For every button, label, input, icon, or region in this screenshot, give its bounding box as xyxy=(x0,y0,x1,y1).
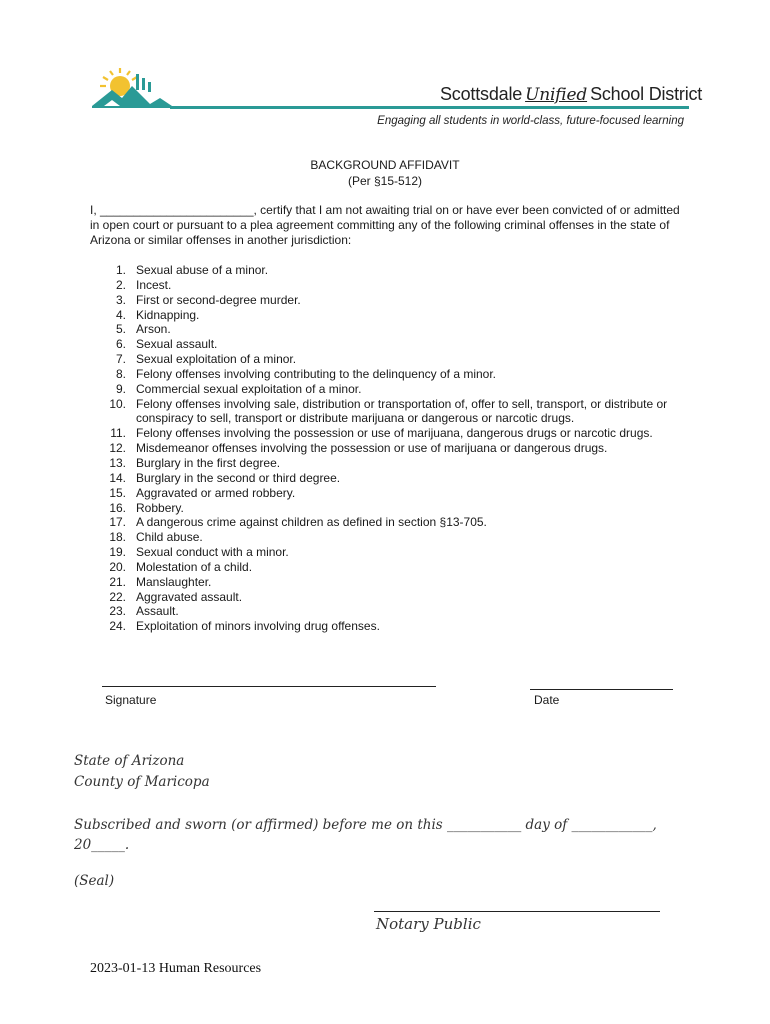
offense-text: Exploitation of minors involving drug offenses. xyxy=(136,619,380,634)
offense-item xyxy=(90,278,690,293)
offense-item xyxy=(90,352,690,367)
offense-item xyxy=(90,590,690,605)
offense-text: Burglary in the second or third degree. xyxy=(136,470,341,485)
offense-text: Molestation of a child. xyxy=(136,559,253,574)
notary-county: County of Maricopa xyxy=(74,774,210,790)
org-name-script: Unified xyxy=(525,85,588,105)
document-subtitle: (Per §15-512) xyxy=(347,174,423,188)
offense-item xyxy=(90,322,690,337)
offense-text: Sexual exploitation of a minor. xyxy=(136,352,297,367)
offense-text: Felony offenses involving contributing to the delinquency of a minor. xyxy=(136,366,496,381)
offense-number: 6. xyxy=(115,337,126,352)
offense-number: 19. xyxy=(109,545,126,560)
offense-text: Sexual conduct with a minor. xyxy=(136,545,289,560)
offense-number: 23. xyxy=(109,604,126,619)
offense-item xyxy=(90,515,690,530)
offense-text: A dangerous crime against children as defined in section §13-705. xyxy=(136,515,487,530)
date-label: Date xyxy=(534,693,560,707)
notary-sworn-line2: 20_____. xyxy=(74,837,130,853)
offense-item xyxy=(90,367,690,382)
offense-item xyxy=(90,263,690,278)
offense-text: Manslaughter. xyxy=(136,574,212,589)
offense-item xyxy=(90,530,690,545)
offense-text: Aggravated assault. xyxy=(136,589,243,604)
offense-number: 24. xyxy=(109,619,126,634)
offense-item xyxy=(90,456,690,471)
offense-number: 20. xyxy=(109,559,126,574)
offense-text: Child abuse. xyxy=(136,530,203,545)
offense-item xyxy=(90,501,690,516)
notary-sworn-line1: Subscribed and sworn (or affirmed) before me on this ___________ day of ____________, xyxy=(74,817,657,833)
offense-item xyxy=(90,337,690,352)
header-rule xyxy=(170,106,689,109)
offense-text: Burglary in the first degree. xyxy=(136,455,281,470)
document-title: BACKGROUND AFFIDAVIT xyxy=(310,158,460,172)
offense-item xyxy=(90,575,690,590)
offense-list xyxy=(90,263,690,634)
org-name xyxy=(440,84,702,105)
offense-number: 17. xyxy=(109,515,126,530)
signature-line[interactable] xyxy=(102,686,436,687)
offense-number: 11. xyxy=(110,426,126,441)
offense-item xyxy=(90,308,690,323)
offense-text: Incest. xyxy=(136,277,172,292)
offense-text: Sexual abuse of a minor. xyxy=(136,263,269,277)
signature-label: Signature xyxy=(105,693,157,707)
offense-item xyxy=(90,486,690,501)
offense-item xyxy=(90,397,690,427)
offense-number: 10. xyxy=(109,396,126,411)
offense-item xyxy=(90,471,690,486)
offense-item xyxy=(90,545,690,560)
offense-text: Aggravated or armed robbery. xyxy=(136,485,296,500)
offense-number: 8. xyxy=(115,366,126,381)
notary-signature-line[interactable] xyxy=(374,911,660,912)
notary-seal: (Seal) xyxy=(74,873,115,889)
offense-number: 18. xyxy=(109,530,126,545)
notary-public-label: Notary Public xyxy=(376,915,481,933)
offense-item xyxy=(90,441,690,456)
offense-number: 4. xyxy=(115,307,126,322)
offense-text: Kidnapping. xyxy=(136,307,200,322)
offense-number: 3. xyxy=(115,292,126,307)
offense-number: 9. xyxy=(115,381,126,396)
offense-item xyxy=(90,426,690,441)
offense-number: 1. xyxy=(115,263,126,277)
offense-text: Arson. xyxy=(136,322,171,337)
offense-text: Commercial sexual exploitation of a minor. xyxy=(136,381,362,396)
notary-state: State of Arizona xyxy=(74,753,185,769)
offense-number: 16. xyxy=(109,500,126,515)
offense-text: Robbery. xyxy=(136,500,184,515)
org-name-left: Scottsdale xyxy=(440,84,523,104)
offense-text: Misdemeanor offenses involving the possession or use of marijuana or dangerous drugs. xyxy=(136,441,608,456)
offense-item xyxy=(90,293,690,308)
footer-revision: 2023-01-13 Human Resources xyxy=(90,961,262,976)
offense-number: 22. xyxy=(109,589,126,604)
intro-paragraph: I, _______________________, certify that I am not awaiting trial on or have ever been convicted of or admitted in open court or pursuant to a plea agreement committing any of the following criminal offenses in the state of Arizona or similar offenses in another jurisdiction: xyxy=(90,203,680,247)
offense-text: First or second-degree murder. xyxy=(136,292,301,307)
offense-number: 13. xyxy=(109,455,126,470)
offense-text: Sexual assault. xyxy=(136,337,218,352)
offense-number: 21. xyxy=(109,574,126,589)
offense-text: Felony offenses involving sale, distribution or transportation of, offer to sell, transport, or distribute or conspiracy to sell, transport or distribute marijuana or dangerous or narcotic drugs. xyxy=(136,396,668,426)
offense-item xyxy=(90,560,690,575)
offense-number: 5. xyxy=(115,322,126,337)
offense-text: Felony offenses involving the possession or use of marijuana, dangerous drugs or narcotic drugs. xyxy=(136,426,653,441)
offense-item xyxy=(90,382,690,397)
offense-number: 2. xyxy=(115,277,126,292)
offense-number: 14. xyxy=(109,470,126,485)
district-logo xyxy=(90,64,174,110)
offense-number: 7. xyxy=(115,352,126,367)
offense-item xyxy=(90,619,690,634)
date-line[interactable] xyxy=(530,689,673,690)
org-name-right: School District xyxy=(590,84,703,104)
offense-number: 12. xyxy=(109,441,126,456)
offense-text: Assault. xyxy=(136,604,179,619)
offense-number: 15. xyxy=(109,485,126,500)
offense-item xyxy=(90,604,690,619)
tagline: Engaging all students in world-class, future-focused learning xyxy=(377,115,684,127)
